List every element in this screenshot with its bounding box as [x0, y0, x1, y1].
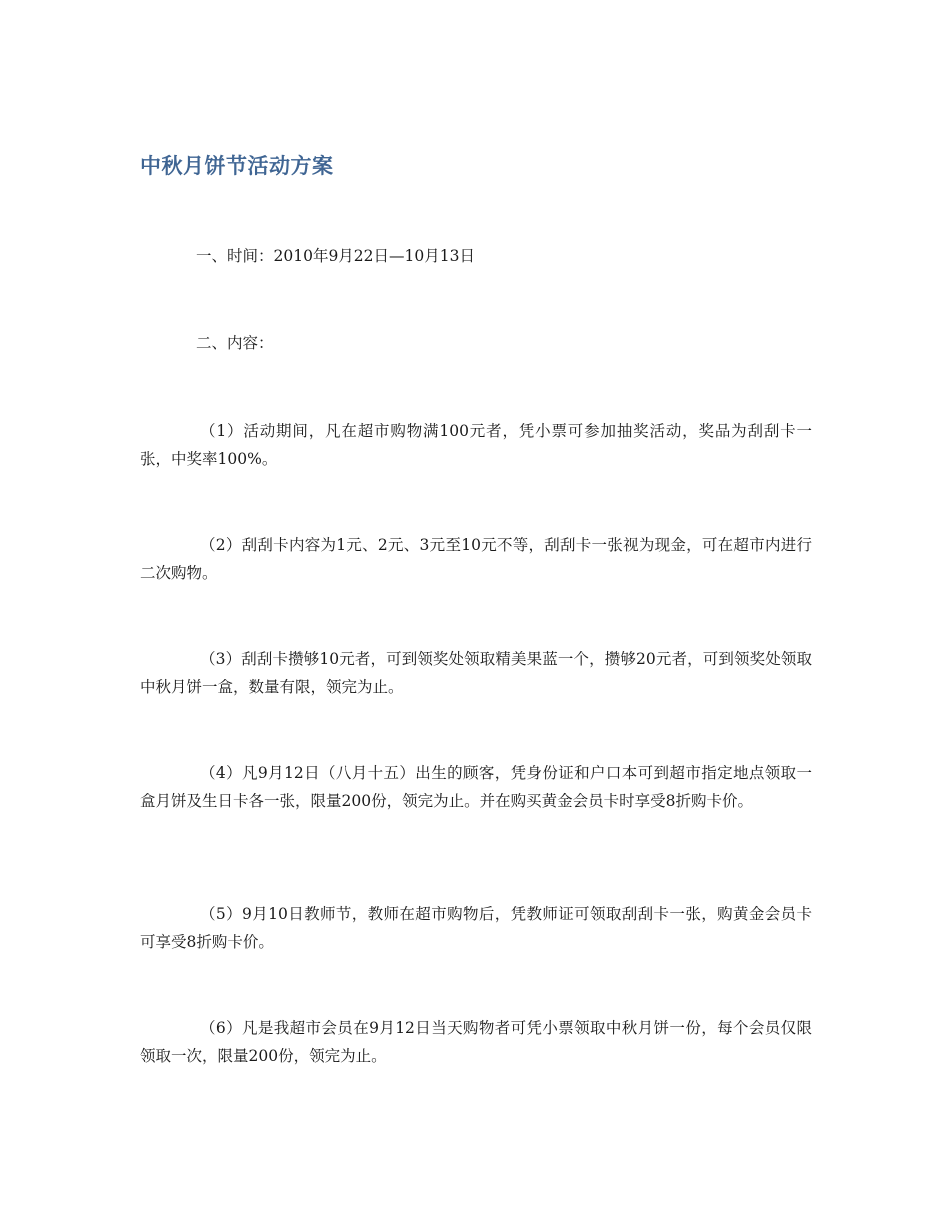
- section-content: 二、内容：: [196, 334, 274, 352]
- content-item-5: （5）9月10日教师节，教师在超市购物后，凭教师证可领取刮刮卡一张，购黄金会员卡可享受8折购卡价。: [140, 905, 812, 951]
- content-item-4: （4）凡9月12日（八月十五）出生的顾客，凭身份证和户口本可到超市指定地点领取一盒月饼及生日卡各一张，限量200份，领完为止。并在购买黄金会员卡时享受8折购卡价。: [140, 764, 812, 810]
- content-item-3: （3）刮刮卡攒够10元者，可到领奖处领取精美果蓝一个，攒够20元者，可到领奖处领取中秋月饼一盒，数量有限，领完为止。: [140, 650, 812, 696]
- document-title: 中秋月饼节活动方案: [140, 154, 334, 178]
- section-time: 一、时间：2010年9月22日—10月13日: [196, 247, 475, 265]
- content-item-6: （6）凡是我超市会员在9月12日当天购物者可凭小票领取中秋月饼一份，每个会员仅限领取一次，限量200份，领完为止。: [140, 1019, 812, 1065]
- content-item-1: （1）活动期间，凡在超市购物满100元者，凭小票可参加抽奖活动，奖品为刮刮卡一张，中奖率100%。: [140, 422, 812, 468]
- content-item-2: （2）刮刮卡内容为1元、2元、3元至10元不等，刮刮卡一张视为现金，可在超市内进行二次购物。: [140, 536, 812, 582]
